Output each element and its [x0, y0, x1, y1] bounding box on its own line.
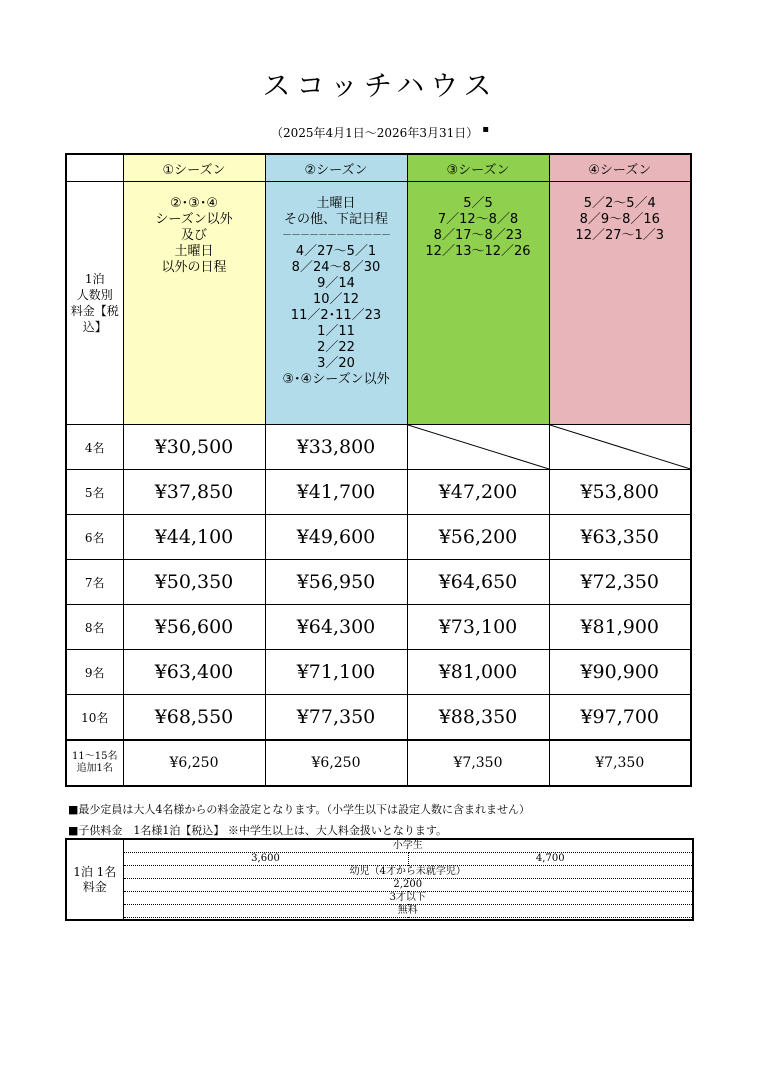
desc-line: 12／27～1／3	[575, 228, 665, 243]
price-cell: ¥41,700	[265, 470, 407, 515]
price-cell: ¥44,100	[123, 515, 265, 560]
desc-line: 4／27～5／1	[295, 244, 377, 259]
desc-line: 9／14	[317, 276, 355, 291]
under3-label-row	[66, 892, 693, 905]
row-label-line: 料金【税	[70, 304, 119, 318]
desc-divider: －－－－－－－－－－－－	[282, 230, 390, 241]
period-mark: ▪	[482, 124, 490, 135]
infant-label: 幼児（4才から未就学児）	[123, 866, 693, 879]
desc-line: 10／12	[312, 292, 360, 307]
price-cell: ¥90,900	[549, 650, 691, 695]
rate-row-5	[66, 470, 691, 515]
rate-row-4	[66, 425, 691, 470]
desc-line: 8／17～8／23	[433, 228, 523, 243]
people-count: 7名	[66, 560, 123, 605]
season-4-desc	[549, 182, 691, 425]
desc-line: 土曜日	[316, 196, 356, 211]
rate-row-7	[66, 560, 691, 605]
price-cell: ¥63,400	[123, 650, 265, 695]
price-cell: ¥49,600	[265, 515, 407, 560]
season-3-header: ③シーズン	[407, 154, 549, 182]
unavailable-cell	[549, 425, 691, 470]
desc-line: 7／12～8／8	[437, 212, 519, 227]
extra-price: ¥6,250	[123, 740, 265, 786]
desc-line: 1／11	[317, 324, 355, 339]
desc-line: 5／2～5／4	[583, 196, 656, 211]
period-text: （2025年4月1日～2026年3月31日）	[270, 126, 479, 140]
desc-line: ②･③･④	[170, 196, 218, 211]
price-cell: ¥71,100	[265, 650, 407, 695]
child-label-line: 料金	[82, 879, 107, 894]
people-count: 8名	[66, 605, 123, 650]
desc-line: 8／9～8／16	[579, 212, 660, 227]
desc-line: ③･④シーズン以外	[282, 372, 390, 387]
season-1-header: ①シーズン	[123, 154, 265, 182]
price-cell: ¥72,350	[549, 560, 691, 605]
extra-label-line: 追加1名	[76, 763, 113, 774]
season-4-header: ④シーズン	[549, 154, 691, 182]
people-count: 4名	[66, 425, 123, 470]
desc-line: 11／2･11／23	[290, 308, 382, 323]
price-cell: ¥33,800	[265, 425, 407, 470]
rate-row-label	[66, 182, 123, 425]
desc-line: 以外の日程	[161, 260, 227, 275]
price-cell: ¥50,350	[123, 560, 265, 605]
under3-label: 3才以下	[123, 892, 693, 905]
under3-price-row	[66, 905, 693, 918]
child-rate-table	[65, 838, 694, 921]
desc-line: 12／13～12／26	[425, 244, 531, 259]
season-2-desc	[265, 182, 407, 425]
season-3-desc	[407, 182, 549, 425]
price-cell: ¥47,200	[407, 470, 549, 515]
price-cell: ¥64,650	[407, 560, 549, 605]
price-cell: ¥56,600	[123, 605, 265, 650]
under3-price: 無料	[123, 905, 693, 918]
elementary-label: 小学生	[392, 840, 423, 851]
season-desc-row	[66, 182, 691, 425]
people-count: 10名	[66, 695, 123, 741]
price-cell: ¥81,000	[407, 650, 549, 695]
page-title: スコッチハウス	[262, 69, 498, 102]
child-table-end-row	[66, 918, 693, 921]
diagonal-line-icon	[408, 425, 549, 469]
diagonal-line-icon	[550, 425, 691, 469]
desc-line: シーズン以外	[155, 212, 233, 227]
rate-row-8	[66, 605, 691, 650]
price-cell: ¥88,350	[407, 695, 549, 741]
desc-line: 及び	[180, 228, 207, 243]
rate-table	[65, 153, 692, 741]
extra-price: ¥7,350	[407, 740, 549, 786]
extra-price: ¥6,250	[265, 740, 407, 786]
min-capacity-note: ■最少定員は大人4名様からの料金設定となります。（小学生以下は設定人数に含まれません）	[68, 803, 531, 816]
people-count: 6名	[66, 515, 123, 560]
people-count: 9名	[66, 650, 123, 695]
price-cell: ¥97,700	[549, 695, 691, 741]
extra-price: ¥7,350	[549, 740, 691, 786]
infant-price: 2,200	[123, 879, 693, 892]
price-cell: ¥30,500	[123, 425, 265, 470]
season-2-header: ②シーズン	[265, 154, 407, 182]
validity-period	[0, 124, 760, 141]
row-label-line: 込】	[82, 320, 107, 334]
price-cell: ¥37,850	[123, 470, 265, 515]
price-cell: ¥53,800	[549, 470, 691, 515]
infant-price-row	[66, 879, 693, 892]
row-label-line: 人数別	[76, 288, 113, 302]
desc-line: 3／20	[317, 356, 355, 371]
price-cell: ¥56,950	[265, 560, 407, 605]
desc-line: その他、下記日程	[283, 212, 388, 227]
elementary-price: 3,600	[123, 853, 408, 866]
extra-person-row	[66, 740, 691, 786]
price-cell: ¥56,200	[407, 515, 549, 560]
season-1-desc	[123, 182, 265, 425]
desc-line: 土曜日	[174, 244, 214, 259]
desc-line: 5／5	[463, 196, 493, 211]
extra-label-line: 11～15名	[72, 751, 118, 762]
season-header-row	[66, 154, 691, 182]
price-cell: ¥68,550	[123, 695, 265, 741]
rate-row-6	[66, 515, 691, 560]
child-rate-note: ■子供料金 1名様1泊【税込】 ※中学生以上は、大人料金扱いとなります。	[68, 824, 448, 837]
extra-person-table	[65, 739, 692, 787]
price-cell: ¥81,900	[549, 605, 691, 650]
unavailable-cell	[407, 425, 549, 470]
desc-line: 2／22	[317, 340, 355, 355]
child-table-spacer	[123, 918, 693, 921]
extra-person-label	[66, 740, 123, 786]
corner-cell	[66, 154, 123, 182]
child-rate-label	[66, 839, 123, 920]
price-cell: ¥77,350	[265, 695, 407, 741]
child-label-line: 1泊 1名	[73, 864, 117, 879]
elementary-label-row	[66, 839, 693, 853]
rate-row-10	[66, 695, 691, 741]
desc-line: 8／24～8／30	[291, 260, 381, 275]
price-cell: ¥63,350	[549, 515, 691, 560]
people-count: 5名	[66, 470, 123, 515]
row-label-line: 1泊	[84, 272, 105, 286]
infant-label-row	[66, 866, 693, 879]
price-cell: ¥73,100	[407, 605, 549, 650]
elementary-price: 4,700	[408, 853, 693, 866]
price-cell: ¥64,300	[265, 605, 407, 650]
rate-row-9	[66, 650, 691, 695]
elementary-price-row	[66, 853, 693, 866]
